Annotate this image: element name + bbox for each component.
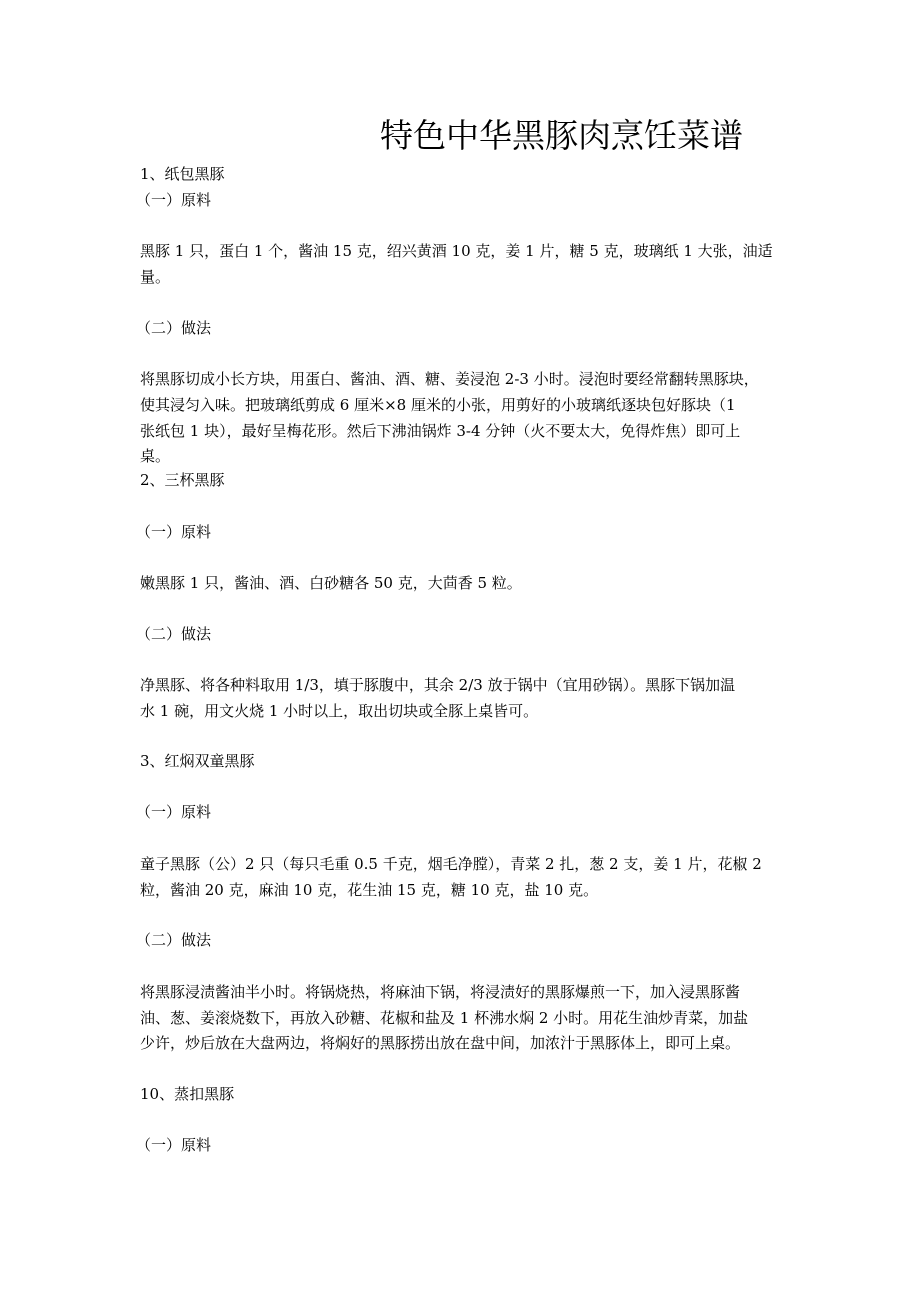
page-title: 特色中华黑豚肉烹饪菜谱 [380, 116, 743, 155]
recipe-1-method-line-3: 张纸包 1 块），最好呈梅花形。然后下沸油锅炸 3-4 分钟（火不要太大，免得炸焦）即可上 [140, 422, 741, 440]
recipe-1-ingredients-line-2: 量。 [140, 268, 171, 286]
recipe-1-ingredients-line-1: 黑豚 1 只，蛋白 1 个，酱油 15 克，绍兴黄酒 10 克，姜 1 片，糖 5 克，玻璃纸 1 大张，油适 [140, 242, 773, 260]
recipe-2-method-line-2: 水 1 碗，用文火烧 1 小时以上，取出切块或全豚上桌皆可。 [140, 702, 539, 720]
recipe-3-method-line-2: 油、葱、姜滚烧数下，再放入砂糖、花椒和盐及 1 杯沸水焖 2 小时。用花生油炒青菜，加盐 [140, 1009, 749, 1027]
recipe-10-ingredients-label: （一）原料 [136, 1136, 212, 1154]
recipe-3-method-line-1: 将黑豚浸渍酱油半小时。将锅烧热，将麻油下锅，将浸渍好的黑豚爆煎一下，加入浸黑豚酱 [140, 983, 741, 1001]
recipe-3-ingredients-label: （一）原料 [136, 803, 212, 821]
recipe-2-method-label: （二）做法 [136, 625, 212, 643]
recipe-1-method-label: （二）做法 [136, 319, 212, 337]
recipe-1-method-line-1: 将黑豚切成小长方块，用蛋白、酱油、酒、糖、姜浸泡 2-3 小时。浸泡时要经常翻转黑豚块， [140, 370, 759, 388]
recipe-3-heading: 3、红焖双童黑豚 [140, 752, 255, 770]
recipe-10-heading: 10、蒸扣黑豚 [140, 1085, 235, 1103]
recipe-2-ingredients-label: （一）原料 [136, 523, 212, 541]
recipe-2-method-line-1: 净黑豚、将各种料取用 1/3，填于豚腹中，其余 2/3 放于锅中（宜用砂锅）。黑豚下锅加温 [140, 676, 736, 694]
recipe-3-method-line-3: 少许，炒后放在大盘两边，将焖好的黑豚捞出放在盘中间，加浓汁于黑豚体上，即可上桌。 [140, 1034, 741, 1052]
recipe-2-heading: 2、三杯黑豚 [140, 471, 225, 489]
recipe-2-ingredients-line-1: 嫩黑豚 1 只，酱油、酒、白砂糖各 50 克，大茴香 5 粒。 [140, 574, 522, 592]
recipe-1-method-line-2: 使其浸匀入味。把玻璃纸剪成 6 厘米×8 厘米的小张，用剪好的小玻璃纸逐块包好豚块（1 [140, 396, 736, 414]
recipe-3-method-label: （二）做法 [136, 931, 212, 949]
recipe-1-heading: 1、纸包黑豚 [140, 165, 225, 183]
recipe-1-method-line-4: 桌。 [140, 447, 171, 465]
recipe-3-ingredients-line-1: 童子黑豚（公）2 只（每只毛重 0.5 千克，烟毛净膛），青菜 2 扎，葱 2 支，姜 1 片，花椒 2 [140, 855, 762, 873]
recipe-3-ingredients-line-2: 粒，酱油 20 克，麻油 10 克，花生油 15 克，糖 10 克，盐 10 克。 [140, 881, 599, 899]
recipe-1-ingredients-label: （一）原料 [136, 191, 212, 209]
